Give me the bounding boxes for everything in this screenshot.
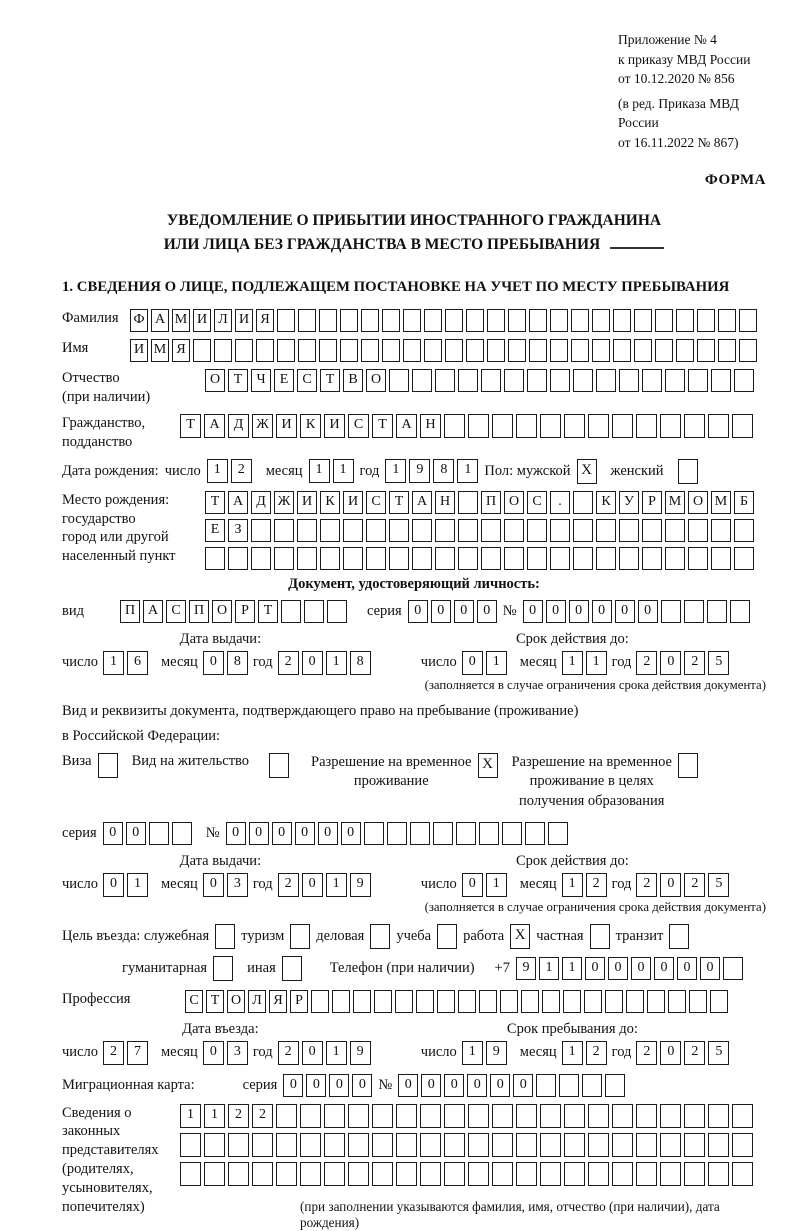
residence-doc-seria-label: серия xyxy=(62,824,97,841)
forma-label: ФОРМА xyxy=(704,172,766,189)
purpose-official-checkbox[interactable] xyxy=(215,924,235,949)
migration-card-seria-label: серия xyxy=(242,1076,278,1093)
appendix-line: к приказу МВД России xyxy=(618,51,751,67)
expiry-date-header: Срок действия до: xyxy=(516,630,629,647)
visa-option xyxy=(62,753,118,778)
residence-issue-year-cells[interactable]: 2 0 1 9 xyxy=(278,873,371,897)
entry-purpose-row xyxy=(62,924,766,949)
residence-doc-dates-row xyxy=(62,873,766,897)
month-label: месяц xyxy=(160,654,198,671)
residence-doc-options-row xyxy=(62,753,766,812)
residence-expiry-day-cells[interactable]: 0 1 xyxy=(462,873,507,897)
birth-place-cells-row2[interactable]: Е З xyxy=(205,519,754,542)
identity-expiry-day-cells[interactable]: 0 1 xyxy=(462,651,507,675)
residence-issue-day-cells[interactable]: 0 1 xyxy=(103,873,148,897)
appendix-block xyxy=(618,30,766,152)
citizenship-row xyxy=(62,414,766,452)
entry-date-header: Дата въезда: xyxy=(182,1020,259,1037)
birth-place-label-line: Место рождения: xyxy=(62,491,170,508)
stay-until-header: Срок пребывания до: xyxy=(506,1020,638,1037)
temp-residence-label-line1: Разрешение на временное xyxy=(311,753,472,770)
patronymic-label xyxy=(62,369,205,407)
residence-issue-month-cells[interactable]: 0 3 xyxy=(203,873,248,897)
year-label: год xyxy=(359,462,380,479)
migration-card-num-cells[interactable]: 0 0 0 0 0 0 xyxy=(398,1074,625,1097)
stay-until-year-cells[interactable]: 2 0 2 5 xyxy=(636,1041,729,1065)
identity-doc-dates-block xyxy=(62,631,766,693)
month-label: месяц xyxy=(160,1044,198,1060)
residence-permit-checkbox[interactable] xyxy=(269,753,289,778)
birth-place-row xyxy=(62,491,766,570)
birth-date-group xyxy=(62,459,698,484)
residence-expiry-note: (заполняется в случае ограничения срока действия документа) xyxy=(424,899,766,914)
purpose-study-checkbox[interactable] xyxy=(437,924,457,949)
edition-line: от 16.11.2022 № 867) xyxy=(618,134,739,150)
appendix-line: Приложение № 4 xyxy=(618,32,717,47)
year-label: год xyxy=(252,876,273,892)
patronymic-label-line2: (при наличии) xyxy=(62,389,151,406)
representatives-label-line: законных xyxy=(62,1123,121,1140)
purpose-business-label: деловая xyxy=(316,927,365,944)
representatives-label-line: попечителях) xyxy=(62,1198,145,1215)
profession-row xyxy=(62,990,766,1013)
entry-date xyxy=(62,1041,379,1065)
residence-doc-seria-cells[interactable]: 0 0 xyxy=(103,822,192,845)
sex-female-checkbox[interactable] xyxy=(678,459,698,484)
migration-card-row xyxy=(62,1074,766,1097)
purpose-other-label: иная xyxy=(247,959,276,976)
visa-checkbox[interactable] xyxy=(98,753,118,778)
residence-issue-date xyxy=(62,873,379,897)
residence-expiry-year-cells[interactable]: 2 0 2 5 xyxy=(636,873,729,897)
year-label: год xyxy=(611,1044,632,1060)
expiry-date-header: Срок действия до: xyxy=(516,852,629,869)
citizenship-label xyxy=(62,414,180,452)
identity-doc-type-cells[interactable]: П А С П О Р Т xyxy=(120,600,347,623)
day-label: число xyxy=(420,1044,457,1060)
identity-expiry-date xyxy=(379,651,766,675)
year-label: год xyxy=(252,1044,273,1060)
temp-residence-checkbox[interactable]: X xyxy=(478,753,498,778)
identity-doc-seria-cells[interactable]: 0 0 0 0 xyxy=(408,600,497,623)
residence-doc-dates-headers xyxy=(62,853,766,870)
stay-until-date xyxy=(379,1041,766,1065)
birth-day-cells[interactable]: 1 2 xyxy=(207,459,252,483)
issue-date-header: Дата выдачи: xyxy=(179,852,262,869)
identity-expiry-note: (заполняется в случае ограничения срока действия документа) xyxy=(424,677,766,692)
day-label: число xyxy=(420,876,457,892)
section1-heading: 1. СВЕДЕНИЯ О ЛИЦЕ, ПОДЛЕЖАЩЕМ ПОСТАНОВКЕ НА УЧЕТ ПО МЕСТУ ПРЕБЫВАНИЯ xyxy=(62,279,730,296)
profession-label: Профессия xyxy=(62,990,131,1007)
representatives-cells-row3[interactable] xyxy=(180,1162,766,1186)
temp-residence-option xyxy=(311,753,497,792)
identity-issue-day-cells[interactable]: 1 6 xyxy=(103,651,148,675)
citizenship-label-line2: подданство xyxy=(62,433,133,450)
birth-place-cells-block xyxy=(205,491,754,570)
purpose-tourism-checkbox[interactable] xyxy=(290,924,310,949)
identity-doc-seria-label: серия xyxy=(367,602,402,619)
phone-prefix: +7 xyxy=(494,959,510,976)
purpose-phone-row xyxy=(62,956,766,981)
visa-label: Виза xyxy=(62,752,92,769)
identity-doc-group xyxy=(62,600,750,623)
day-label: число xyxy=(62,1044,98,1060)
birth-place-label-line: населенный пункт xyxy=(62,548,176,565)
entry-month-cells[interactable]: 0 3 xyxy=(203,1041,248,1065)
representatives-note: (при заполнении указываются фамилия, имя, отчество (при наличии), дата рождения) xyxy=(300,1198,720,1230)
entry-dates-headers xyxy=(62,1021,766,1038)
residence-doc-dates-block xyxy=(62,853,766,915)
purpose-transit-label: транзит xyxy=(615,927,664,944)
name-row xyxy=(62,339,766,362)
issue-date-header: Дата выдачи: xyxy=(179,630,262,647)
residence-doc-line1: Вид и реквизиты документа, подтверждающего право на пребывание (проживание) xyxy=(62,702,579,719)
representatives-label-line: Сведения о xyxy=(62,1104,132,1121)
stay-until-month-cells[interactable]: 1 2 xyxy=(562,1041,607,1065)
entry-purpose-label: Цель въезда: служебная xyxy=(62,927,210,944)
residence-expiry-date xyxy=(379,873,766,897)
birth-place-label-line: государство xyxy=(62,510,136,527)
day-label: число xyxy=(62,876,98,892)
birth-date-row xyxy=(62,459,766,484)
representatives-label-line: представителях xyxy=(62,1142,159,1159)
migration-card-seria-cells[interactable]: 0 0 0 0 xyxy=(283,1074,372,1097)
residence-doc-number-group xyxy=(62,822,568,845)
identity-doc-dates-headers xyxy=(62,631,766,648)
representatives-label xyxy=(62,1104,180,1217)
citizenship-label-line1: Гражданство, xyxy=(62,415,146,432)
representatives-row xyxy=(62,1104,766,1231)
purpose-private-label: частная xyxy=(536,927,584,944)
sex-male-label: Пол: мужской xyxy=(484,462,571,479)
month-label: месяц xyxy=(519,654,557,671)
form-title-line1: УВЕДОМЛЕНИЕ О ПРИБЫТИИ ИНОСТРАННОГО ГРАЖДАНИНА xyxy=(166,212,662,230)
identity-doc-num-label: № xyxy=(502,602,517,619)
residence-doc-line2: в Российской Федерации: xyxy=(62,727,221,744)
form-title-line2-text: ИЛИ ЛИЦА БЕЗ ГРАЖДАНСТВА В МЕСТО ПРЕБЫВАНИЯ xyxy=(163,236,601,254)
residence-expiry-month-cells[interactable]: 1 2 xyxy=(562,873,607,897)
migration-card-num-label: № xyxy=(378,1076,393,1093)
identity-doc-row xyxy=(62,600,766,623)
purpose-transit-checkbox[interactable] xyxy=(669,924,689,949)
identity-issue-date xyxy=(62,651,379,675)
purpose-other-checkbox[interactable] xyxy=(282,956,302,981)
temp-residence-edu-label-line1: Разрешение на временное xyxy=(511,753,672,770)
purpose-humanitarian-label: гуманитарная xyxy=(122,959,208,976)
form-title xyxy=(62,209,766,257)
purpose-tourism-label: туризм xyxy=(241,927,285,944)
temp-residence-edu-option xyxy=(512,753,698,812)
temp-residence-label-line2: проживание xyxy=(353,773,429,790)
representatives-label-line: усыновителях, xyxy=(62,1179,153,1196)
day-label: число xyxy=(62,654,98,671)
temp-residence-edu-label-line3: получения образования xyxy=(519,792,665,809)
birth-place-cells-row3[interactable] xyxy=(205,547,754,570)
residence-doc-num-cells[interactable]: 0 0 0 0 0 0 xyxy=(226,822,568,845)
representatives-cells-row2[interactable] xyxy=(180,1133,766,1157)
surname-label: Фамилия xyxy=(62,310,119,327)
entry-dates-block xyxy=(62,1021,766,1065)
identity-doc-type-label: вид xyxy=(62,602,84,619)
residence-doc-number-row xyxy=(62,822,766,845)
patronymic-label-line1: Отчество xyxy=(62,370,120,387)
representatives-label-line: (родителях, xyxy=(62,1161,134,1178)
identity-expiry-year-cells[interactable]: 2 0 2 5 xyxy=(636,651,729,675)
identity-doc-heading: Документ, удостоверяющий личность: xyxy=(288,575,540,592)
birth-place-label xyxy=(62,491,205,566)
surname-cells[interactable]: Ф А М И Л И Я xyxy=(130,309,757,332)
identity-issue-year-cells[interactable]: 2 0 1 8 xyxy=(278,651,371,675)
purpose-study-label: учеба xyxy=(396,927,432,944)
birth-place-cells-row1[interactable]: Т А Д Ж И К И С Т А Н П О С . К У Р М О М Б xyxy=(205,491,754,514)
year-label: год xyxy=(611,876,632,892)
purpose-business-checkbox[interactable] xyxy=(370,924,390,949)
representatives-cells-row1[interactable]: 1 1 2 2 xyxy=(180,1104,766,1128)
birth-place-label-line: город или другой xyxy=(62,529,169,546)
phone-label: Телефон (при наличии) xyxy=(329,959,475,976)
birth-month-cells[interactable]: 1 1 xyxy=(309,459,354,483)
name-cells[interactable]: И М Я xyxy=(130,339,757,362)
title-blank-underline xyxy=(610,233,664,249)
entry-dates-row xyxy=(62,1041,766,1065)
purpose-work-checkbox[interactable]: X xyxy=(510,924,530,949)
month-label: месяц xyxy=(160,876,198,892)
sex-female-label: женский xyxy=(610,462,664,479)
entry-day-cells[interactable]: 2 7 xyxy=(103,1041,148,1065)
year-label: год xyxy=(252,654,273,671)
temp-residence-label xyxy=(311,753,471,792)
profession-cells[interactable]: С Т О Л Я Р xyxy=(185,990,728,1013)
birth-date-label: Дата рождения: xyxy=(62,462,159,479)
identity-doc-dates-row xyxy=(62,651,766,675)
month-label: месяц xyxy=(519,876,557,892)
patronymic-row xyxy=(62,369,766,407)
name-label: Имя xyxy=(62,340,89,357)
identity-expiry-month-cells[interactable]: 1 1 xyxy=(562,651,607,675)
purpose-work-label: работа xyxy=(463,927,505,944)
day-label: число xyxy=(420,654,457,671)
migration-card-label: Миграционная карта: xyxy=(62,1076,195,1093)
temp-residence-edu-label xyxy=(512,753,672,812)
purpose-humanitarian-checkbox[interactable] xyxy=(213,956,233,981)
stay-until-day-cells[interactable]: 1 9 xyxy=(462,1041,507,1065)
temp-residence-edu-checkbox[interactable] xyxy=(678,753,698,778)
citizenship-cells[interactable]: Т А Д Ж И К И С Т А Н xyxy=(180,414,753,438)
year-label: год xyxy=(611,654,632,671)
identity-issue-month-cells[interactable]: 0 8 xyxy=(203,651,248,675)
residence-permit-label: Вид на жительство xyxy=(131,752,250,769)
temp-residence-edu-label-line2: проживание в целях xyxy=(529,773,654,790)
entry-year-cells[interactable]: 2 0 1 9 xyxy=(278,1041,371,1065)
residence-doc-num-label: № xyxy=(205,824,220,841)
representatives-cells-block xyxy=(180,1104,766,1231)
purpose-private-checkbox[interactable] xyxy=(590,924,610,949)
phone-cells[interactable]: 9 1 1 0 0 0 0 0 0 xyxy=(516,957,743,980)
birth-year-cells[interactable]: 1 9 8 1 xyxy=(385,459,478,483)
entry-purpose-group xyxy=(62,924,689,949)
month-label: месяц xyxy=(519,1044,557,1060)
identity-doc-num-cells[interactable]: 0 0 0 0 0 0 xyxy=(523,600,750,623)
month-label: месяц xyxy=(265,462,303,479)
patronymic-cells[interactable]: О Т Ч Е С Т В О xyxy=(205,369,754,392)
appendix-line: от 10.12.2020 № 856 xyxy=(618,71,735,87)
form-title-line2 xyxy=(62,233,766,257)
purpose-phone-group xyxy=(122,956,743,981)
surname-row xyxy=(62,309,766,332)
residence-permit-option xyxy=(132,753,289,778)
sex-male-checkbox[interactable]: X xyxy=(577,459,597,484)
day-label: число xyxy=(164,462,201,479)
migration-card-group xyxy=(62,1074,625,1097)
edition-line: (в ред. Приказа МВД России xyxy=(618,95,739,131)
